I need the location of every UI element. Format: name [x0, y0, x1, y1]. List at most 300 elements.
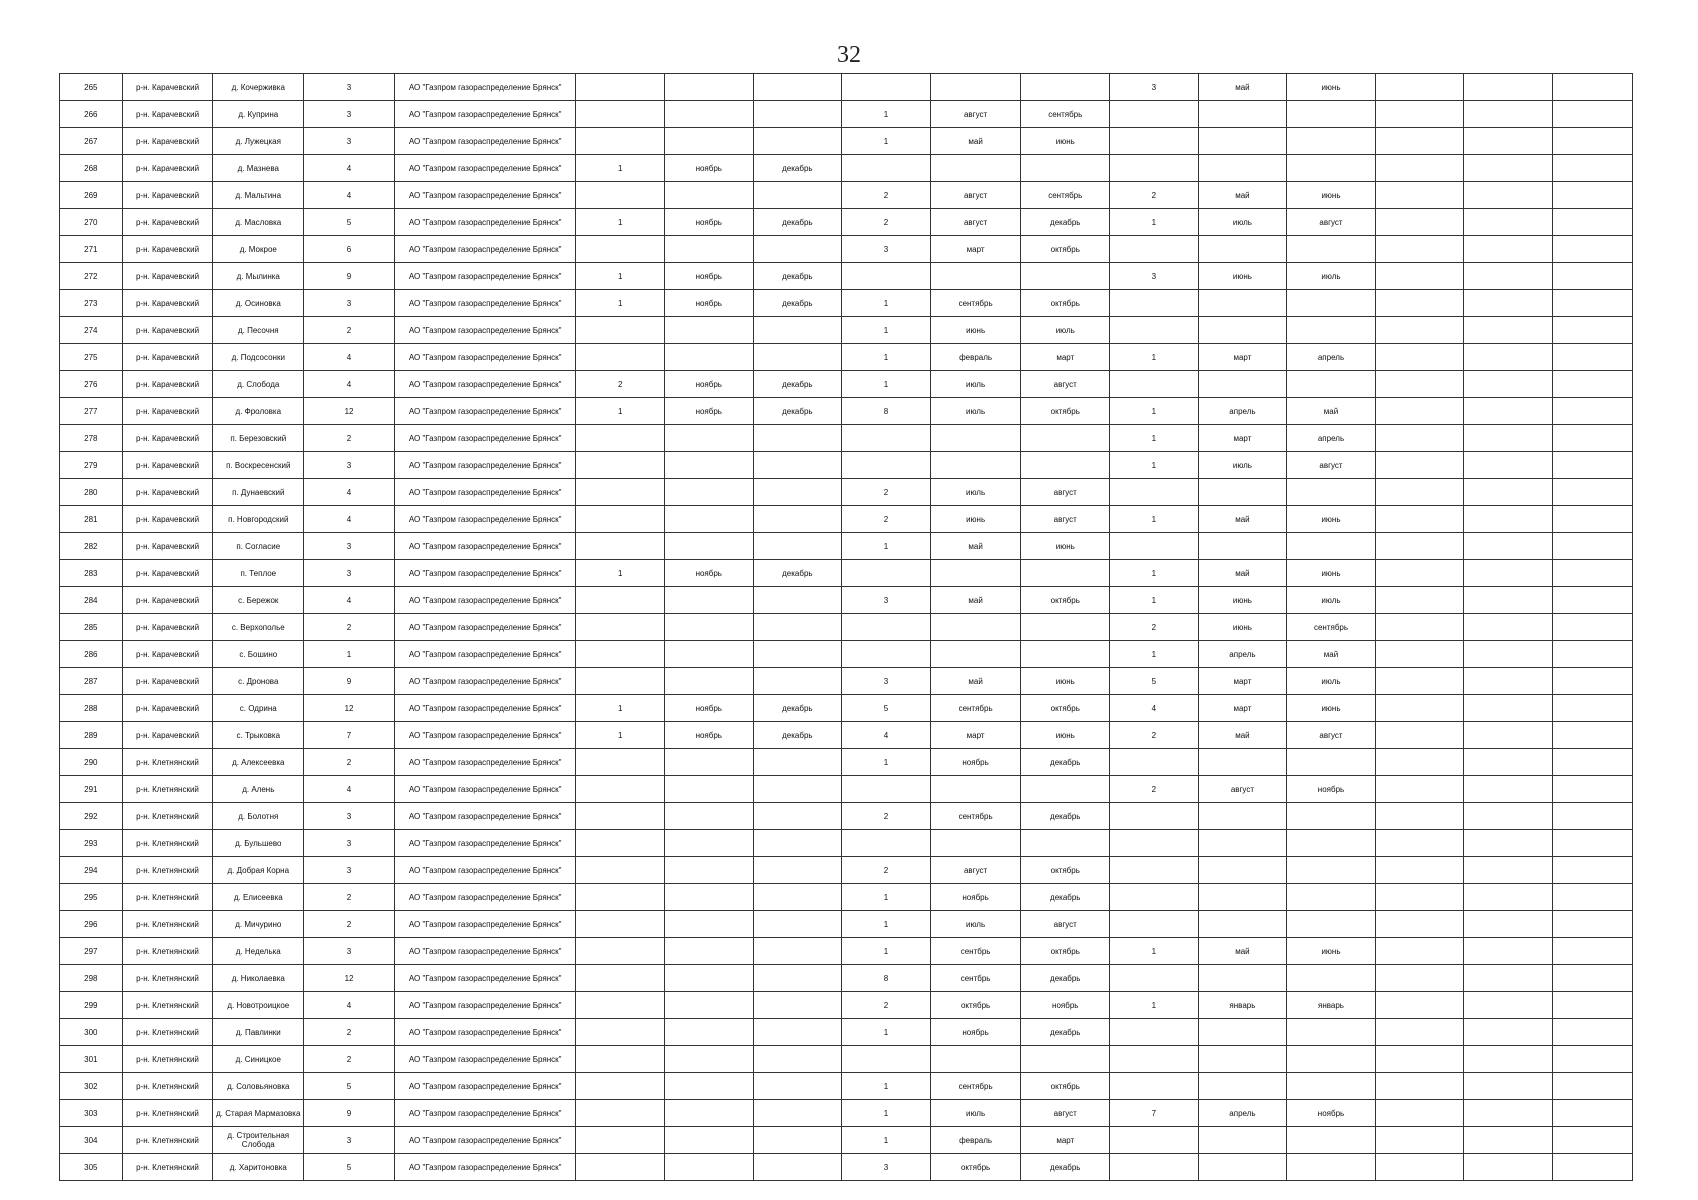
row-number: 294 — [60, 857, 123, 884]
count-cell: 2 — [304, 1019, 395, 1046]
table-row — [60, 911, 1633, 938]
district-cell: р-н. Карачевский — [122, 695, 213, 722]
stage3-end-cell: январь — [1287, 992, 1376, 1019]
table-row — [60, 992, 1633, 1019]
stage3-start-cell — [1198, 1127, 1287, 1154]
stage2-count-cell: 2 — [842, 857, 931, 884]
count-cell: 6 — [304, 236, 395, 263]
stage1-end-cell: декабрь — [753, 371, 842, 398]
stage3-start-cell — [1198, 101, 1287, 128]
district-cell: р-н. Карачевский — [122, 101, 213, 128]
stage1-end-cell — [753, 614, 842, 641]
stage1-count-cell — [576, 641, 665, 668]
stage1-count-cell — [576, 101, 665, 128]
stage2-start-cell — [930, 74, 1021, 101]
stage2-start-cell — [930, 425, 1021, 452]
empty-cell — [1464, 587, 1553, 614]
row-number: 266 — [60, 101, 123, 128]
stage2-count-cell — [842, 263, 931, 290]
count-cell: 2 — [304, 614, 395, 641]
organization-cell: АО "Газпром газораспределение Брянск" — [394, 1127, 576, 1154]
stage3-end-cell — [1287, 857, 1376, 884]
row-number: 303 — [60, 1100, 123, 1127]
locality-cell: д. Соловьяновка — [213, 1073, 304, 1100]
stage1-start-cell — [664, 452, 753, 479]
stage1-count-cell: 1 — [576, 398, 665, 425]
stage3-count-cell: 1 — [1110, 992, 1199, 1019]
stage1-end-cell — [753, 1019, 842, 1046]
stage3-end-cell — [1287, 533, 1376, 560]
count-cell: 5 — [304, 1073, 395, 1100]
stage2-count-cell: 2 — [842, 803, 931, 830]
stage1-end-cell — [753, 317, 842, 344]
empty-cell — [1375, 992, 1464, 1019]
stage3-count-cell — [1110, 749, 1199, 776]
empty-cell — [1464, 830, 1553, 857]
count-cell: 2 — [304, 884, 395, 911]
empty-cell — [1464, 992, 1553, 1019]
stage2-end-cell: октябрь — [1021, 587, 1110, 614]
stage3-count-cell — [1110, 830, 1199, 857]
empty-cell — [1464, 938, 1553, 965]
empty-cell — [1552, 614, 1632, 641]
organization-cell: АО "Газпром газораспределение Брянск" — [394, 452, 576, 479]
stage2-end-cell: октябрь — [1021, 938, 1110, 965]
stage2-count-cell — [842, 560, 931, 587]
empty-cell — [1375, 74, 1464, 101]
stage3-count-cell: 4 — [1110, 695, 1199, 722]
stage1-end-cell — [753, 236, 842, 263]
table-row — [60, 722, 1633, 749]
stage1-end-cell — [753, 668, 842, 695]
empty-cell — [1464, 668, 1553, 695]
row-number: 277 — [60, 398, 123, 425]
empty-cell — [1464, 857, 1553, 884]
page-number: 32 — [837, 42, 861, 68]
empty-cell — [1464, 74, 1553, 101]
stage3-end-cell: август — [1287, 722, 1376, 749]
organization-cell: АО "Газпром газораспределение Брянск" — [394, 479, 576, 506]
stage3-count-cell — [1110, 371, 1199, 398]
stage3-count-cell: 1 — [1110, 938, 1199, 965]
stage2-end-cell: март — [1021, 344, 1110, 371]
organization-cell: АО "Газпром газораспределение Брянск" — [394, 965, 576, 992]
stage3-start-cell — [1198, 533, 1287, 560]
stage1-start-cell — [664, 1154, 753, 1181]
empty-cell — [1552, 236, 1632, 263]
empty-cell — [1464, 803, 1553, 830]
stage1-start-cell — [664, 668, 753, 695]
stage3-end-cell — [1287, 830, 1376, 857]
organization-cell: АО "Газпром газораспределение Брянск" — [394, 371, 576, 398]
stage3-count-cell: 3 — [1110, 263, 1199, 290]
organization-cell: АО "Газпром газораспределение Брянск" — [394, 587, 576, 614]
stage1-end-cell: декабрь — [753, 398, 842, 425]
stage3-start-cell: июнь — [1198, 263, 1287, 290]
stage3-count-cell — [1110, 965, 1199, 992]
locality-cell: д. Масловка — [213, 209, 304, 236]
organization-cell: АО "Газпром газораспределение Брянск" — [394, 209, 576, 236]
empty-cell — [1552, 1046, 1632, 1073]
count-cell: 7 — [304, 722, 395, 749]
stage3-start-cell: май — [1198, 506, 1287, 533]
stage3-end-cell — [1287, 1046, 1376, 1073]
stage2-count-cell: 1 — [842, 1019, 931, 1046]
stage2-start-cell: октябрь — [930, 1154, 1021, 1181]
stage3-count-cell: 1 — [1110, 587, 1199, 614]
stage3-count-cell: 2 — [1110, 182, 1199, 209]
empty-cell — [1552, 722, 1632, 749]
stage2-count-cell: 3 — [842, 668, 931, 695]
stage2-count-cell: 8 — [842, 398, 931, 425]
empty-cell — [1375, 884, 1464, 911]
stage1-end-cell — [753, 1073, 842, 1100]
stage1-start-cell — [664, 965, 753, 992]
empty-cell — [1464, 1046, 1553, 1073]
stage1-start-cell — [664, 317, 753, 344]
row-number: 272 — [60, 263, 123, 290]
table-row — [60, 506, 1633, 533]
stage2-end-cell — [1021, 425, 1110, 452]
stage2-start-cell: август — [930, 182, 1021, 209]
organization-cell: АО "Газпром газораспределение Брянск" — [394, 830, 576, 857]
stage2-start-cell: май — [930, 587, 1021, 614]
table-row — [60, 101, 1633, 128]
count-cell: 3 — [304, 74, 395, 101]
empty-cell — [1375, 425, 1464, 452]
stage2-count-cell — [842, 614, 931, 641]
stage3-count-cell: 2 — [1110, 776, 1199, 803]
locality-cell: с. Бошино — [213, 641, 304, 668]
stage1-end-cell — [753, 587, 842, 614]
locality-cell: п. Теплое — [213, 560, 304, 587]
row-number: 283 — [60, 560, 123, 587]
organization-cell: АО "Газпром газораспределение Брянск" — [394, 857, 576, 884]
organization-cell: АО "Газпром газораспределение Брянск" — [394, 722, 576, 749]
table-row — [60, 803, 1633, 830]
stage2-end-cell: декабрь — [1021, 209, 1110, 236]
locality-cell: д. Елисеевка — [213, 884, 304, 911]
organization-cell: АО "Газпром газораспределение Брянск" — [394, 290, 576, 317]
empty-cell — [1552, 452, 1632, 479]
stage1-end-cell — [753, 911, 842, 938]
organization-cell: АО "Газпром газораспределение Брянск" — [394, 398, 576, 425]
stage2-start-cell — [930, 1046, 1021, 1073]
count-cell: 3 — [304, 857, 395, 884]
count-cell: 1 — [304, 641, 395, 668]
stage2-end-cell: август — [1021, 1100, 1110, 1127]
empty-cell — [1375, 506, 1464, 533]
stage2-count-cell: 1 — [842, 1100, 931, 1127]
empty-cell — [1464, 884, 1553, 911]
district-cell: р-н. Карачевский — [122, 587, 213, 614]
stage3-count-cell: 2 — [1110, 614, 1199, 641]
empty-cell — [1464, 776, 1553, 803]
table-row — [60, 344, 1633, 371]
table-row — [60, 1100, 1633, 1127]
count-cell: 2 — [304, 425, 395, 452]
stage3-count-cell: 7 — [1110, 1100, 1199, 1127]
stage3-end-cell — [1287, 803, 1376, 830]
organization-cell: АО "Газпром газораспределение Брянск" — [394, 1154, 576, 1181]
empty-cell — [1552, 1100, 1632, 1127]
stage3-count-cell: 1 — [1110, 506, 1199, 533]
empty-cell — [1552, 1127, 1632, 1154]
empty-cell — [1552, 560, 1632, 587]
row-number: 267 — [60, 128, 123, 155]
stage3-count-cell — [1110, 155, 1199, 182]
stage1-end-cell — [753, 830, 842, 857]
stage3-start-cell — [1198, 749, 1287, 776]
empty-cell — [1375, 452, 1464, 479]
stage2-start-cell: июль — [930, 479, 1021, 506]
count-cell: 3 — [304, 101, 395, 128]
table-row — [60, 425, 1633, 452]
stage1-start-cell — [664, 479, 753, 506]
empty-cell — [1375, 398, 1464, 425]
stage3-end-cell: июнь — [1287, 695, 1376, 722]
stage1-start-cell — [664, 533, 753, 560]
stage3-start-cell — [1198, 965, 1287, 992]
stage3-end-cell: июнь — [1287, 560, 1376, 587]
stage3-end-cell: июль — [1287, 668, 1376, 695]
table-row — [60, 263, 1633, 290]
stage1-count-cell: 1 — [576, 263, 665, 290]
table-row — [60, 965, 1633, 992]
stage1-start-cell: ноябрь — [664, 263, 753, 290]
stage1-count-cell — [576, 749, 665, 776]
stage3-end-cell — [1287, 101, 1376, 128]
empty-cell — [1552, 1154, 1632, 1181]
stage2-count-cell: 2 — [842, 992, 931, 1019]
table-row — [60, 1154, 1633, 1181]
table-row — [60, 533, 1633, 560]
count-cell: 4 — [304, 506, 395, 533]
empty-cell — [1375, 182, 1464, 209]
district-cell: р-н. Клетнянский — [122, 1019, 213, 1046]
stage1-end-cell — [753, 749, 842, 776]
locality-cell: д. Алексеевка — [213, 749, 304, 776]
table-row — [60, 1127, 1633, 1154]
empty-cell — [1464, 1127, 1553, 1154]
district-cell: р-н. Клетнянский — [122, 911, 213, 938]
organization-cell: АО "Газпром газораспределение Брянск" — [394, 668, 576, 695]
empty-cell — [1464, 560, 1553, 587]
stage1-count-cell — [576, 1073, 665, 1100]
stage2-end-cell: июнь — [1021, 668, 1110, 695]
empty-cell — [1375, 803, 1464, 830]
stage1-end-cell — [753, 533, 842, 560]
stage3-start-cell — [1198, 1046, 1287, 1073]
stage1-count-cell — [576, 74, 665, 101]
organization-cell: АО "Газпром газораспределение Брянск" — [394, 749, 576, 776]
row-number: 278 — [60, 425, 123, 452]
count-cell: 9 — [304, 1100, 395, 1127]
organization-cell: АО "Газпром газораспределение Брянск" — [394, 128, 576, 155]
stage2-count-cell: 2 — [842, 182, 931, 209]
row-number: 276 — [60, 371, 123, 398]
empty-cell — [1464, 911, 1553, 938]
stage3-end-cell — [1287, 1019, 1376, 1046]
stage1-start-cell: ноябрь — [664, 695, 753, 722]
stage1-start-cell: ноябрь — [664, 560, 753, 587]
stage3-count-cell — [1110, 1154, 1199, 1181]
district-cell: р-н. Клетнянский — [122, 938, 213, 965]
stage2-end-cell: декабрь — [1021, 1019, 1110, 1046]
district-cell: р-н. Клетнянский — [122, 1154, 213, 1181]
count-cell: 3 — [304, 290, 395, 317]
stage3-end-cell: август — [1287, 209, 1376, 236]
stage2-count-cell — [842, 1046, 931, 1073]
count-cell: 4 — [304, 371, 395, 398]
stage2-end-cell: октябрь — [1021, 695, 1110, 722]
count-cell: 12 — [304, 398, 395, 425]
table-row — [60, 74, 1633, 101]
empty-cell — [1552, 128, 1632, 155]
empty-cell — [1375, 479, 1464, 506]
stage2-count-cell: 2 — [842, 479, 931, 506]
organization-cell: АО "Газпром газораспределение Брянск" — [394, 911, 576, 938]
district-cell: р-н. Карачевский — [122, 155, 213, 182]
stage3-count-cell — [1110, 128, 1199, 155]
stage1-end-cell — [753, 1127, 842, 1154]
stage3-start-cell — [1198, 1154, 1287, 1181]
stage3-start-cell — [1198, 1073, 1287, 1100]
stage3-start-cell — [1198, 128, 1287, 155]
stage3-start-cell: июнь — [1198, 587, 1287, 614]
row-number: 275 — [60, 344, 123, 371]
district-cell: р-н. Клетнянский — [122, 1127, 213, 1154]
stage3-count-cell — [1110, 1127, 1199, 1154]
stage1-start-cell: ноябрь — [664, 155, 753, 182]
count-cell: 2 — [304, 1046, 395, 1073]
stage3-count-cell — [1110, 290, 1199, 317]
empty-cell — [1552, 371, 1632, 398]
count-cell: 3 — [304, 533, 395, 560]
stage3-end-cell: май — [1287, 641, 1376, 668]
stage3-start-cell: май — [1198, 722, 1287, 749]
stage2-count-cell: 1 — [842, 128, 931, 155]
table-row — [60, 182, 1633, 209]
count-cell: 4 — [304, 587, 395, 614]
empty-cell — [1375, 101, 1464, 128]
stage1-count-cell — [576, 992, 665, 1019]
stage2-start-cell: март — [930, 236, 1021, 263]
count-cell: 2 — [304, 317, 395, 344]
row-number: 302 — [60, 1073, 123, 1100]
organization-cell: АО "Газпром газораспределение Брянск" — [394, 425, 576, 452]
table-row — [60, 1073, 1633, 1100]
row-number: 281 — [60, 506, 123, 533]
stage1-count-cell — [576, 614, 665, 641]
table-row — [60, 317, 1633, 344]
row-number: 299 — [60, 992, 123, 1019]
stage2-count-cell: 3 — [842, 1154, 931, 1181]
district-cell: р-н. Карачевский — [122, 452, 213, 479]
empty-cell — [1552, 587, 1632, 614]
empty-cell — [1375, 641, 1464, 668]
stage1-start-cell — [664, 1073, 753, 1100]
stage2-count-cell: 2 — [842, 209, 931, 236]
empty-cell — [1464, 101, 1553, 128]
organization-cell: АО "Газпром газораспределение Брянск" — [394, 344, 576, 371]
row-number: 284 — [60, 587, 123, 614]
empty-cell — [1375, 722, 1464, 749]
stage1-count-cell — [576, 857, 665, 884]
count-cell: 3 — [304, 452, 395, 479]
stage1-start-cell: ноябрь — [664, 398, 753, 425]
district-cell: р-н. Клетнянский — [122, 857, 213, 884]
empty-cell — [1552, 749, 1632, 776]
table-row — [60, 209, 1633, 236]
stage2-start-cell: август — [930, 857, 1021, 884]
stage2-end-cell: июнь — [1021, 533, 1110, 560]
empty-cell — [1464, 317, 1553, 344]
stage1-start-cell — [664, 1127, 753, 1154]
stage3-end-cell: ноябрь — [1287, 776, 1376, 803]
locality-cell: д. Лужецкая — [213, 128, 304, 155]
table-row — [60, 1046, 1633, 1073]
count-cell: 4 — [304, 479, 395, 506]
locality-cell: п. Воскресенский — [213, 452, 304, 479]
stage2-start-cell: ноябрь — [930, 884, 1021, 911]
table-row — [60, 371, 1633, 398]
stage3-end-cell — [1287, 1154, 1376, 1181]
empty-cell — [1552, 965, 1632, 992]
stage3-count-cell — [1110, 1046, 1199, 1073]
stage1-end-cell — [753, 641, 842, 668]
organization-cell: АО "Газпром газораспределение Брянск" — [394, 992, 576, 1019]
stage3-count-cell — [1110, 317, 1199, 344]
stage2-end-cell: июнь — [1021, 722, 1110, 749]
organization-cell: АО "Газпром газораспределение Брянск" — [394, 1100, 576, 1127]
stage1-count-cell — [576, 776, 665, 803]
stage2-end-cell: декабрь — [1021, 1154, 1110, 1181]
stage1-count-cell — [576, 344, 665, 371]
stage3-count-cell: 1 — [1110, 425, 1199, 452]
stage3-count-cell: 1 — [1110, 344, 1199, 371]
stage3-end-cell: апрель — [1287, 344, 1376, 371]
stage1-end-cell — [753, 128, 842, 155]
stage2-end-cell: октябрь — [1021, 236, 1110, 263]
locality-cell: п. Новгородский — [213, 506, 304, 533]
stage2-start-cell: июль — [930, 911, 1021, 938]
stage1-start-cell: ноябрь — [664, 290, 753, 317]
stage2-end-cell — [1021, 155, 1110, 182]
table-body — [60, 74, 1633, 1181]
stage2-end-cell: август — [1021, 911, 1110, 938]
empty-cell — [1375, 1073, 1464, 1100]
organization-cell: АО "Газпром газораспределение Брянск" — [394, 695, 576, 722]
stage2-start-cell: август — [930, 209, 1021, 236]
stage3-start-cell: апрель — [1198, 1100, 1287, 1127]
stage3-count-cell: 1 — [1110, 209, 1199, 236]
stage2-end-cell — [1021, 560, 1110, 587]
locality-cell: д. Мальтина — [213, 182, 304, 209]
stage2-end-cell: ноябрь — [1021, 992, 1110, 1019]
stage1-count-cell: 1 — [576, 722, 665, 749]
row-number: 270 — [60, 209, 123, 236]
stage2-end-cell — [1021, 641, 1110, 668]
stage2-end-cell: декабрь — [1021, 749, 1110, 776]
district-cell: р-н. Карачевский — [122, 641, 213, 668]
stage3-start-cell — [1198, 371, 1287, 398]
row-number: 285 — [60, 614, 123, 641]
stage3-count-cell: 5 — [1110, 668, 1199, 695]
district-cell: р-н. Карачевский — [122, 290, 213, 317]
empty-cell — [1552, 101, 1632, 128]
stage3-start-cell — [1198, 479, 1287, 506]
